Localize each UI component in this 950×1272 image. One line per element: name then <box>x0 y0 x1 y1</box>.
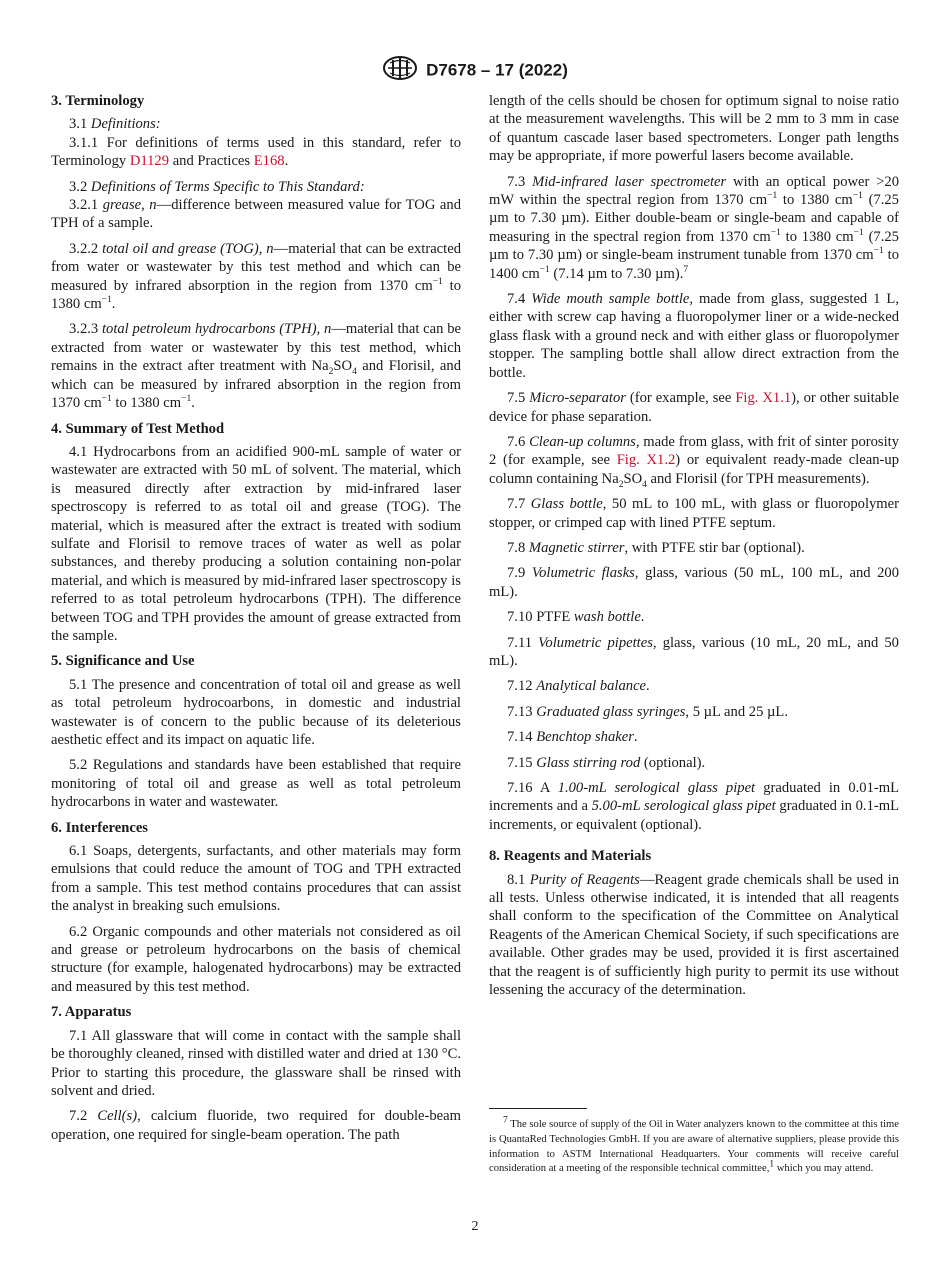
paragraph-7-5: 7.5 Micro-separator (for example, see Fig. X1.1), or other suitable device for phase separation. <box>489 390 900 425</box>
paragraph-7-6: 7.6 Clean-up columns, made from glass, with frit of sinter porosity 2 (for example, see Fig. X1.2) or equivalent ready-made clean-up column containing $Na_2SO_4$ and Florisil (for TPH measurements). <box>489 433 900 490</box>
paragraph-8-1: 8.1 Purity of Reagents—Reagent grade chemicals shall be used in all tests. Unless otherwise indicated, it is intended that all reagents shall conform to the specification of the Committee on Analytical Reagents of the American Chemical Society, if such specifications are available. Other grades may be used, provided it is first ascertained that the reagent is of sufficiently high purity to permit its use without lessening the accuracy of the determination. <box>489 871 899 999</box>
paragraph-7-8: 7.8 Magnetic stirrer, with PTFE stir bar (optional). <box>507 539 805 556</box>
paragraph-7-10: 7.10 PTFE wash bottle. <box>507 609 645 626</box>
section-6-heading: 6. Interferences <box>51 819 148 836</box>
section-4-heading: 4. Summary of Test Method <box>51 420 225 437</box>
section-8-heading: 8. Reagents and Materials <box>489 848 652 865</box>
paragraph-7-4: 7.4 Wide mouth sample bottle, made from glass, suggested 1 L, either with screw cap having a fluoropolymer liner or a wide-necked glass flask with a ground neck and with either glass or fluoropolymer stopper. The sampling bottle shall allow direct extraction from the bottle. <box>489 291 899 381</box>
page-number: 2 <box>471 1219 479 1234</box>
paragraph-7-16: 7.16 A 1.00-mL serological glass pipet graduated in 0.01-mL increments and a 5.00-mL serological glass pipet graduated in 0.1-mL increments, or equivalent (optional). <box>489 780 899 833</box>
paragraph-7-1: 7.1 All glassware that will come in contact with the sample shall be thoroughly cleaned, rinsed with distilled water and dried at 130 °C. Prior to starting this procedure, the glassware shall be rinsed with solvent and dried. <box>51 1027 461 1099</box>
link-e168[interactable]: E168 <box>253 153 285 170</box>
standard-designation: D7678 – 17 (2022) <box>426 60 568 80</box>
link-fig-x1-1[interactable]: Fig. X1.1 <box>735 390 792 407</box>
paragraph-7-3: 7.3 Mid-infrared laser spectrometer with an optical power >20 mW within the spectral region from 1370 $cm^{-1}$ to 1380 $cm^{-1}$ (7.25 µm to 7.30 µm). Either double-beam or single-beam and capable of measuring in the spectral region from 1370 $cm^{-1}$ to 1380 $cm^{-1}$ (7.25 µm to 7.30 µm) or single-beam instrument tunable from 1370 $cm^{-1}$ to 1400 $cm^{-1}$ (7.14 µm to 7.30 µm).$^7$ <box>489 173 900 282</box>
paragraph-7-11: 7.11 Volumetric pipettes, glass, various (10 mL, 20 mL, and 50 mL). <box>489 634 899 669</box>
paragraph-3-2-3: 3.2.3 total petroleum hydrocarbons (TPH), n—material that can be extracted from water or wastewater by this test method, which remains in the extract after treatment with $Na_2SO_4$ and Florisil, and which can be measured by infrared absorption in the region from 1370 $cm^{-1}$ to 1380 $cm^{-1}$. <box>51 321 461 412</box>
paragraph-7-14: 7.14 Benchtop shaker. <box>507 729 638 746</box>
section-7-heading: 7. Apparatus <box>51 1004 132 1021</box>
left-column <box>51 92 461 1151</box>
paragraph-6-1: 6.1 Soaps, detergents, surfactants, and other materials may form emulsions that could reduce the amount of TOG and TPH extracted from a sample. This test method contains procedures that can assist the analyst in breaking such emulsions. <box>51 843 461 915</box>
paragraph-7-12: 7.12 Analytical balance. <box>507 678 650 695</box>
link-d1129[interactable]: D1129 <box>129 153 170 170</box>
link-fig-x1-2[interactable]: Fig. X1.2 <box>616 452 676 469</box>
paragraph-3-2-2: 3.2.2 total oil and grease (TOG), n—material that can be extracted from water or wastewater by this test method and which can be measured by infrared absorption in the region from 1370 $cm^{-1}$ to 1380 $cm^{-1}$. <box>51 240 462 313</box>
section-3-heading: 3. Terminology <box>51 93 145 109</box>
footnote-ref-7[interactable]: 7 <box>683 264 689 275</box>
paragraph-7-7: 7.7 Glass bottle, 50 mL to 100 mL, with glass or fluoropolymer stopper, or crimped cap with lined PTFE septum. <box>489 496 899 531</box>
paragraph-7-13: 7.13 Graduated glass syringes, 5 µL and 25 µL. <box>507 703 788 720</box>
paragraph-3-1: 3.1 Definitions: <box>69 116 161 133</box>
paragraph-5-2: 5.2 Regulations and standards have been established that require monitoring of total oil and grease as well as total petroleum hydrocarbons in water and wastewater. <box>51 757 461 811</box>
paragraph-3-2: 3.2 Definitions of Terms Specific to This Standard: <box>69 178 365 195</box>
paragraph-3-1-1: 3.1.1 For definitions of terms used in this standard, refer to Terminology D1129 and Practices E168. <box>51 134 461 170</box>
right-column <box>489 92 899 1006</box>
paragraph-3-2-1: 3.2.1 grease, n—difference between measured value for TOG and TPH of a sample. <box>51 197 461 232</box>
footnote-number: 7 <box>503 1115 508 1126</box>
paragraph-7-2: 7.2 Cell(s), calcium fluoride, two required for double-beam operation, one required for single-beam operation. The path <box>51 1108 461 1143</box>
footnote-divider <box>489 1108 587 1109</box>
section-5-heading: 5. Significance and Use <box>51 653 195 670</box>
astm-logo-icon <box>382 55 418 86</box>
footnote-7: $^7$ The sole source of supply of the Oil in Water analyzers known to the committee at this time is QuantaRed Technologies GmbH. If you are aware of alternative suppliers, please provide this information to ASTM International Headquarters. Your comments will receive careful consideration at a meeting of the responsible technical committee,$^1$ which you may attend. <box>489 1115 899 1175</box>
paragraph-5-1: 5.1 The presence and concentration of total oil and grease as well as total petroleum hydrocoarbons, in domestic and industrial wastewater is of concern to the public because of its deleterious aesthetic effect and its impact on aquatic life. <box>51 676 461 748</box>
page-header <box>0 55 950 86</box>
paragraph-6-2: 6.2 Organic compounds and other materials not considered as oil and grease or petroleum hydrocarbons on the basis of chemical structure (for example, halogenated hydrocarbons) may be extracted and measured by this test method. <box>51 923 461 995</box>
paragraph-7-2-continued: length of the cells should be chosen for optimum signal to noise ratio at the measurement wavelengths. This will be 2 mm to 3 mm in case of quantum cascade laser based spectrometers. Longer path lengths may be appropriate, if more powerful lasers become available. <box>489 93 899 165</box>
paragraph-4-1: 4.1 Hydrocarbons from an acidified 900-mL sample of water or wastewater are extracted with 50 mL of solvent. The material, which is measured directly after extraction by mid-infrared laser spectroscopy is referred to as total oil and grease (TOG). The material, which is measured after the extract is treated with sodium sulfate and Florisil to remove traces of water as well as polar substances, and thereby producing a solution containing non-polar material, and which is measured by mid-infrared laser spectroscopy is referred to as total petroleum hydrocarbons (TPH). The difference between TOG and TPH provides the amount of grease extracted from the sample. <box>51 443 461 644</box>
paragraph-7-9: 7.9 Volumetric flasks, glass, various (50 mL, 100 mL, and 200 mL). <box>489 565 899 600</box>
paragraph-7-15: 7.15 Glass stirring rod (optional). <box>507 754 706 771</box>
